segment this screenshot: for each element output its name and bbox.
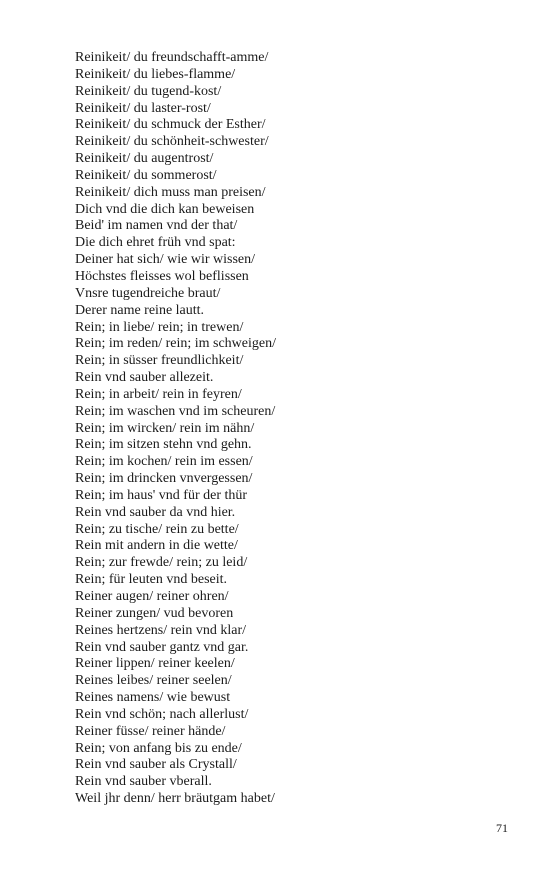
poem-line: Rein; im haus' vnd für der thür <box>75 487 248 503</box>
poem-line: Reiner zungen/ vud bevoren <box>75 605 234 621</box>
poem-line: Rein; zur frewde/ rein; zu leid/ <box>75 555 248 571</box>
poem-line: Rein vnd sauber gantz vnd gar. <box>75 639 249 655</box>
poem-line: Rein; in liebe/ rein; in trewen/ <box>75 319 244 335</box>
poem-line: Höchstes fleisses wol beflissen <box>75 268 249 284</box>
poem-line: Reines hertzens/ rein vnd klar/ <box>75 622 247 638</box>
poem-line: Reinikeit/ du laster-rost/ <box>75 100 211 116</box>
poem-line: Rein; zu tische/ rein zu bette/ <box>75 521 239 537</box>
poem-line: Rein vnd sauber allezeit. <box>75 370 214 386</box>
poem-line: Reinikeit/ du schönheit-schwester/ <box>75 134 269 150</box>
poem-line: Rein; in arbeit/ rein in feyren/ <box>75 386 242 402</box>
poem-line: Rein vnd sauber als Crystall/ <box>75 757 237 773</box>
poem-line: Reinikeit/ du liebes-flamme/ <box>75 66 236 82</box>
poem-line: Reinikeit/ du freundschafft-amme/ <box>75 50 269 65</box>
poem-line: Rein; für leuten vnd beseit. <box>75 572 228 588</box>
poem-line: Reines namens/ wie bewust <box>75 690 231 706</box>
poem-line: Rein; im sitzen stehn vnd gehn. <box>75 437 252 453</box>
page-number: 71 <box>496 821 508 835</box>
poem-line: Reinikeit/ dich muss man preisen/ <box>75 184 266 200</box>
poem-line: Rein; im drincken vnvergessen/ <box>75 471 253 487</box>
poem-line: Rein vnd schön; nach allerlust/ <box>75 706 249 722</box>
poem-line: Rein; im wircken/ rein im nähn/ <box>75 420 255 436</box>
poem-line: Reiner augen/ reiner ohren/ <box>75 589 229 604</box>
poem-text <box>75 50 515 808</box>
poem-line: Vnsre tugendreiche braut/ <box>75 285 221 301</box>
poem-line: Rein; im waschen vnd im scheuren/ <box>75 403 276 419</box>
poem-line: Reinikeit/ du schmuck der Esther/ <box>75 117 266 133</box>
poem-line: Rein; im reden/ rein; im schweigen/ <box>75 336 277 352</box>
poem-line: Rein; in süsser freundlichkeit/ <box>75 353 244 369</box>
poem-line: Rein mit andern in die wette/ <box>75 538 238 554</box>
poem-line: Derer name reine lautt. <box>75 302 205 318</box>
poem-line: Rein; von anfang bis zu ende/ <box>75 740 242 756</box>
poem-line: Beid' im namen vnd der that/ <box>75 218 238 234</box>
poem-line: Rein; im kochen/ rein im essen/ <box>75 454 253 470</box>
poem-line: Deiner hat sich/ wie wir wissen/ <box>75 252 256 268</box>
poem-line: Reinikeit/ du tugend-kost/ <box>75 83 222 99</box>
poem-line: Die dich ehret früh vnd spat: <box>75 235 236 251</box>
poem-line: Dich vnd die dich kan beweisen <box>75 201 255 217</box>
poem-line: Reiner füsse/ reiner hände/ <box>75 723 226 739</box>
poem-line: Weil jhr denn/ herr bräutgam habet/ <box>75 791 275 807</box>
poem-line: Rein vnd sauber da vnd hier. <box>75 504 236 520</box>
poem-line: Reinikeit/ du augentrost/ <box>75 151 214 167</box>
poem-line: Reines leibes/ reiner seelen/ <box>75 673 232 689</box>
poem-line: Reinikeit/ du sommerost/ <box>75 167 217 183</box>
poem-line: Reiner lippen/ reiner keelen/ <box>75 656 235 672</box>
poem-line: Rein vnd sauber vberall. <box>75 774 212 790</box>
